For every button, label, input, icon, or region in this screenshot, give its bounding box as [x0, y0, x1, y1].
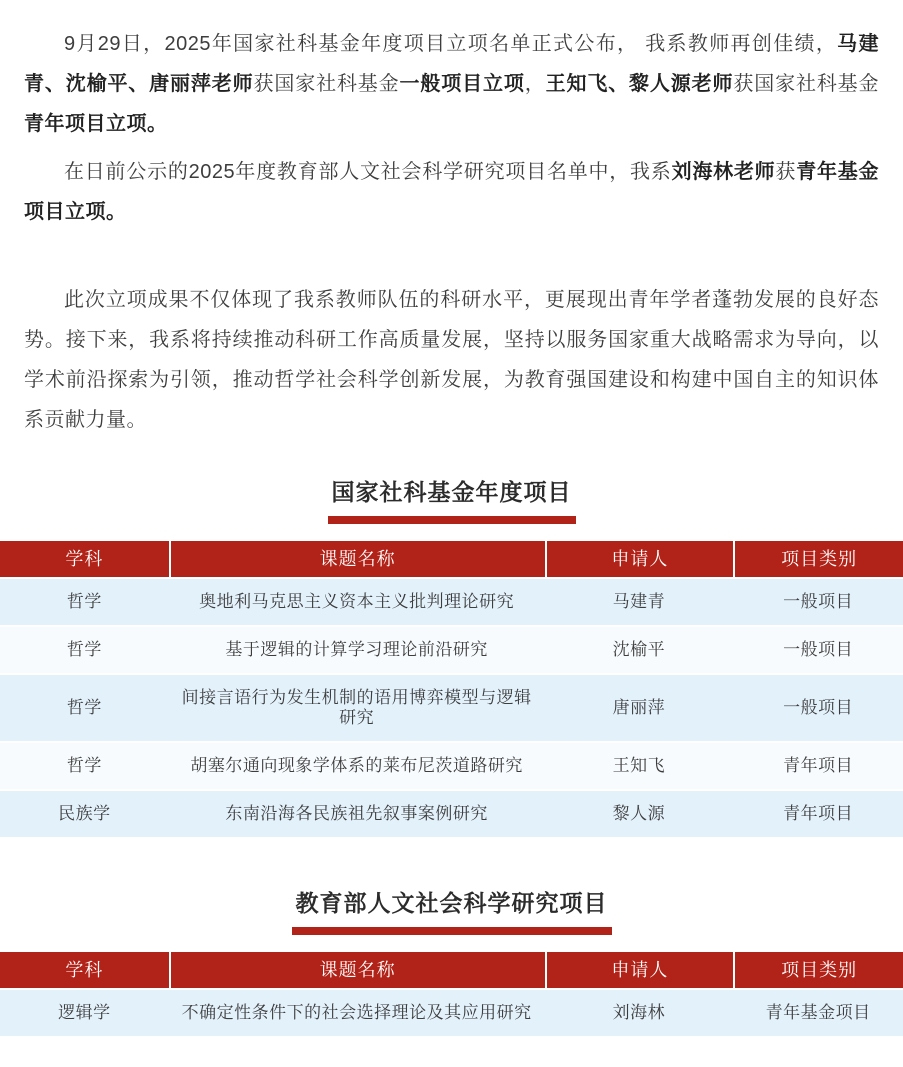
- section-title-underline: [328, 516, 576, 524]
- cell-applicant: 刘海林: [545, 990, 734, 1038]
- text-segment-bold-youth-fund: 青年基金项目立项。: [24, 161, 880, 223]
- column-header-applicant: 申请人: [545, 952, 734, 990]
- cell-category: 青年项目: [733, 791, 903, 839]
- table-row: [0, 579, 903, 627]
- text-segment: 9月29日，2025年国家社科基金年度项目立项名单正式公布， 我系教师再创佳绩，: [64, 33, 838, 55]
- cell-subject: 民族学: [0, 791, 169, 839]
- cell-topic: 胡塞尔通向现象学体系的莱布尼茨道路研究: [169, 743, 545, 791]
- cell-category: 一般项目: [733, 579, 903, 627]
- section-heading-annual-projects: [0, 476, 903, 524]
- cell-applicant: 唐丽萍: [545, 675, 734, 743]
- text-segment-bold-names-general: 马建青、沈榆平、唐丽萍老师: [24, 33, 879, 95]
- section-title-wrap: [332, 476, 572, 524]
- table-row: [0, 627, 903, 675]
- cell-subject: 哲学: [0, 627, 169, 675]
- table-row: [0, 743, 903, 791]
- table-row: [0, 990, 903, 1038]
- column-header-category: 项目类别: [733, 541, 903, 579]
- cell-topic: 东南沿海各民族祖先叙事案例研究: [169, 791, 545, 839]
- paragraph-announcement-nssf: [24, 24, 879, 144]
- text-segment-bold-youth-project: 青年项目立项。: [24, 113, 168, 135]
- column-header-topic: 课题名称: [169, 952, 545, 990]
- paragraph-spacer: [24, 240, 879, 280]
- text-segment: 获国家社科基金: [733, 73, 880, 95]
- text-segment: 此次立项成果不仅体现了我系教师队伍的科研水平，更展现出青年学者蓬勃发展的良好态势。接下来，我系将持续推动科研工作高质量发展，坚持以服务国家重大战略需求为导向，以学术前沿探索为引领，推动哲学社会科学创新发展，为教育强国建设和构建中国自主的知识体系贡献力量。: [24, 289, 879, 431]
- text-segment: 获: [775, 161, 797, 183]
- annual-projects-table: [0, 541, 903, 839]
- cell-subject: 哲学: [0, 743, 169, 791]
- cell-topic: 间接言语行为发生机制的语用博弈模型与逻辑研究: [169, 675, 545, 743]
- cell-topic: 基于逻辑的计算学习理论前沿研究: [169, 627, 545, 675]
- cell-topic: 不确定性条件下的社会选择理论及其应用研究: [169, 990, 545, 1038]
- cell-applicant: 沈榆平: [545, 627, 734, 675]
- paragraph-announcement-moe: [24, 152, 879, 232]
- column-header-applicant: 申请人: [545, 541, 734, 579]
- cell-category: 青年项目: [733, 743, 903, 791]
- cell-applicant: 黎人源: [545, 791, 734, 839]
- text-segment: 获国家社科基金: [253, 73, 400, 95]
- cell-category: 一般项目: [733, 675, 903, 743]
- table-header-row: [0, 952, 903, 990]
- cell-topic: 奥地利马克思主义资本主义批判理论研究: [169, 579, 545, 627]
- cell-category: 一般项目: [733, 627, 903, 675]
- section-heading-moe-projects: [0, 887, 903, 935]
- cell-applicant: 王知飞: [545, 743, 734, 791]
- table-header-row: [0, 541, 903, 579]
- paragraph-outlook: [24, 280, 879, 440]
- section-title-moe-projects: 教育部人文社会科学研究项目: [295, 890, 608, 916]
- cell-subject: 逻辑学: [0, 990, 169, 1038]
- cell-applicant: 马建青: [545, 579, 734, 627]
- section-title-annual-projects: 国家社科基金年度项目: [331, 479, 572, 505]
- column-header-topic: 课题名称: [169, 541, 545, 579]
- article-body: [0, 24, 903, 440]
- moe-projects-table: [0, 952, 903, 1038]
- section-title-underline: [292, 927, 612, 935]
- bottom-whitespace: [0, 1038, 903, 1062]
- column-header-subject: 学科: [0, 952, 169, 990]
- column-header-subject: 学科: [0, 541, 169, 579]
- text-segment: ，: [524, 73, 546, 95]
- section-title-wrap: [296, 887, 608, 935]
- text-segment-bold-liu-hailin: 刘海林老师: [671, 161, 776, 183]
- cell-category: 青年基金项目: [733, 990, 903, 1038]
- text-segment: 在日前公示的2025年度教育部人文社会科学研究项目名单中，我系: [64, 161, 672, 183]
- text-segment-bold-names-youth: 王知飞、黎人源老师: [545, 73, 734, 95]
- column-header-category: 项目类别: [733, 952, 903, 990]
- cell-subject: 哲学: [0, 675, 169, 743]
- text-segment-bold-general-project: 一般项目立项: [399, 73, 525, 95]
- table-row: [0, 791, 903, 839]
- cell-subject: 哲学: [0, 579, 169, 627]
- table-row: [0, 675, 903, 743]
